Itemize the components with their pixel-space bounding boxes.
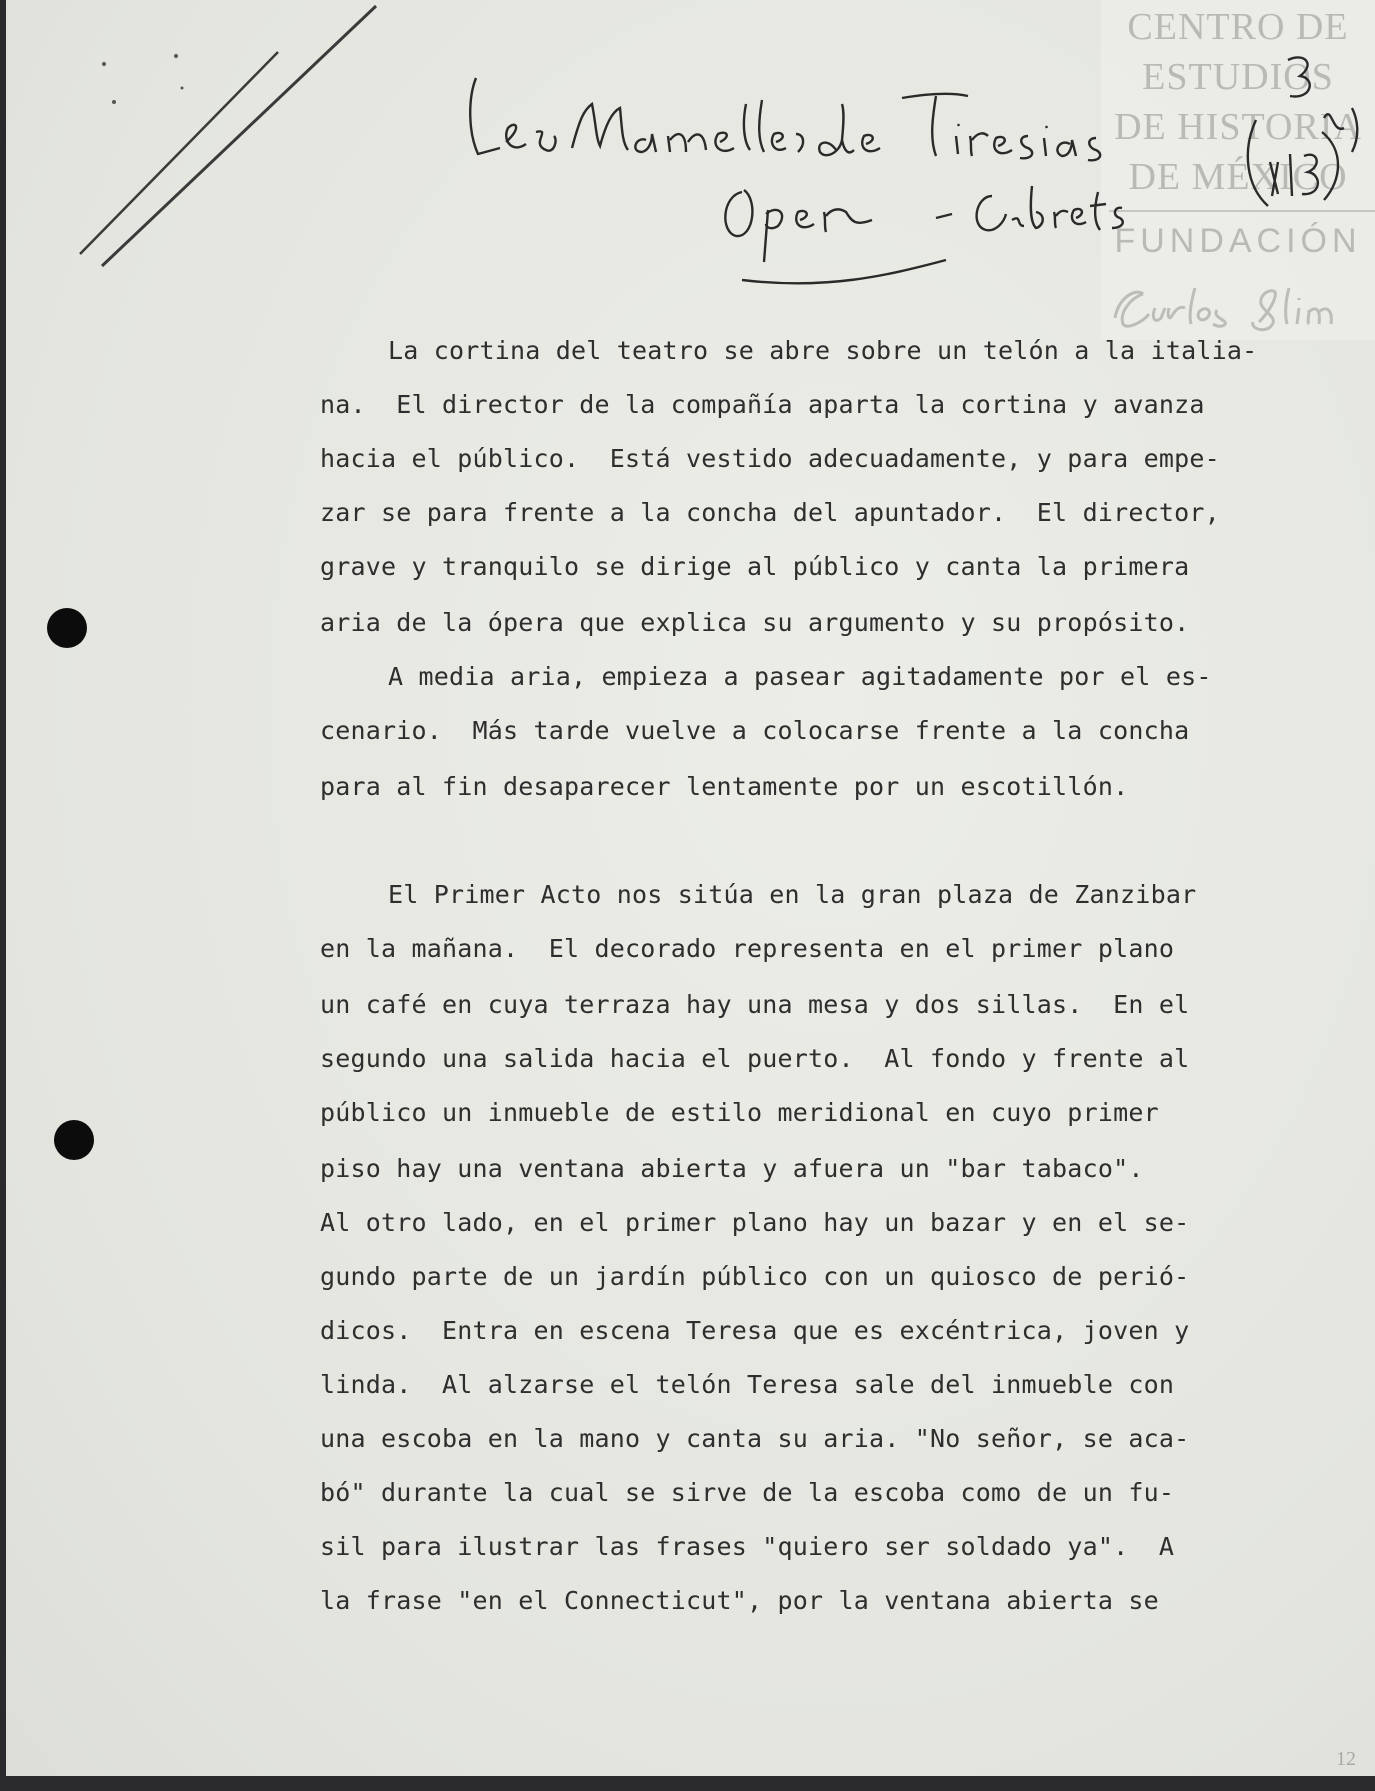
- body-line-14: público un inmueble de estilo meridional en cuyo primer: [320, 1098, 1159, 1127]
- body-line-18: dicos. Entra en escena Teresa que es excéntrica, joven y: [320, 1316, 1190, 1345]
- body-line-6: aria de la ópera que explica su argumento y su propósito.: [320, 608, 1190, 637]
- body-line-19: linda. Al alzarse el telón Teresa sale del inmueble con: [320, 1370, 1175, 1399]
- stamp-line-3: DE HISTORIA: [1114, 106, 1362, 148]
- page-number-mark: [1248, 57, 1357, 206]
- body-line-4: zar se para frente a la concha del apuntador. El director,: [320, 498, 1220, 527]
- body-line-11: en la mañana. El decorado representa en el primer plano: [320, 934, 1175, 963]
- corner-mark: 12: [1336, 1748, 1356, 1770]
- binder-hole-bottom: [54, 1120, 94, 1160]
- stamp-line-4: DE MÉXICO: [1128, 156, 1348, 198]
- body-line-15: piso hay una ventana abierta y afuera un "bar tabaco".: [320, 1154, 1144, 1183]
- body-line-10: El Primer Acto nos sitúa en la gran plaza de Zanzibar: [388, 880, 1197, 909]
- handwritten-title: [470, 78, 1100, 160]
- body-line-17: gundo parte de un jardín público con un quiosco de perió-: [320, 1262, 1190, 1291]
- body-line-23: la frase "en el Connecticut", por la ventana abierta se: [320, 1586, 1159, 1615]
- body-line-7: A media aria, empieza a pasear agitadamente por el es-: [388, 662, 1212, 691]
- body-line-3: hacia el público. Está vestido adecuadamente, y para empe-: [320, 444, 1220, 473]
- stamp-line-1: CENTRO DE: [1127, 6, 1349, 48]
- body-line-5: grave y tranquilo se dirige al público y canta la primera: [320, 552, 1190, 581]
- stamp-foundation: FUNDACIÓN: [1114, 222, 1362, 260]
- body-line-16: Al otro lado, en el primer plano hay un bazar y en el se-: [320, 1208, 1190, 1237]
- body-line-22: sil para ilustrar las frases "quiero ser soldado ya". A: [320, 1532, 1175, 1561]
- binder-hole-top: [47, 608, 87, 648]
- handwritten-annotations: [6, 0, 1375, 340]
- body-line-9: para al fin desaparecer lentamente por un escotillón.: [320, 772, 1129, 801]
- stamp-line-2: ESTUDIOS: [1142, 56, 1334, 98]
- body-line-2: na. El director de la compañía aparta la cortina y avanza: [320, 390, 1205, 419]
- handwritten-subtitle: [725, 186, 1122, 283]
- body-line-12: un café en cuya terraza hay una mesa y dos sillas. En el: [320, 990, 1190, 1019]
- body-line-21: bó" durante la cual se sirve de la escoba como de un fu-: [320, 1478, 1175, 1507]
- body-line-13: segundo una salida hacia el puerto. Al fondo y frente al: [320, 1044, 1190, 1073]
- document-page: [6, 0, 1375, 1776]
- body-line-1: La cortina del teatro se abre sobre un telón a la italia-: [388, 336, 1258, 365]
- body-line-8: cenario. Más tarde vuelve a colocarse frente a la concha: [320, 716, 1190, 745]
- body-line-20: una escoba en la mano y canta su aria. "No señor, se aca-: [320, 1424, 1190, 1453]
